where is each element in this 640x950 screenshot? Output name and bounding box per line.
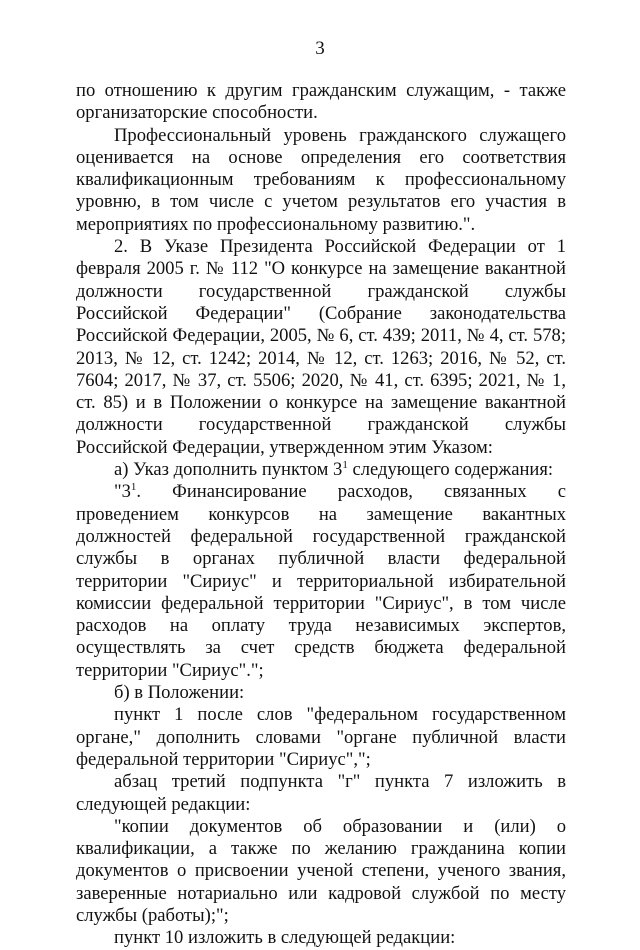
superscript: 1 <box>130 481 137 494</box>
paragraph-2: Профессиональный уровень гражданского служащего оценивается на основе определения его соответствия квалификационным требованиям к профессиональному уровню, в том числе с учетом результатов его участия в мероприятиях по профессиональному развитию.". <box>76 124 566 235</box>
paragraph-6: б) в Положении: <box>114 682 245 704</box>
page-number: 3 <box>315 38 325 59</box>
paragraph-4-text-after: следующего содержания: <box>347 459 554 481</box>
paragraph-3: 2. В Указе Президента Российской Федерации от 1 февраля 2005 г. № 112 "О конкурсе на замещение вакантной должности государственной гражданской службы Российской Федерации" (Собрание законодательства Российской Федерации, 2005, № 6, ст. 439; 2011, № 4, ст. 578; 2013, № 12, ст. 1242; 2014, № 12, ст. 1263; 2016, № 52, ст. 7604; 2017, № 37, ст. 5506; 2020, № 41, ст. 6395; 2021, № 1, ст. 85) и в Положении о конкурсе на замещение вакантной должности государственной гражданской службы Российской Федерации, утвержденном этим Указом: <box>76 236 566 458</box>
paragraph-9: "копии документов об образовании и (или) о квалификации, а также по желанию гражданина копии документов о присвоении ученой степени, ученого звания, заверенные нотариально или кадровой службой по месту службы (работы);"; <box>76 815 566 926</box>
paragraph-8: абзац третий подпункта "г" пункта 7 изложить в следующей редакции: <box>76 771 566 815</box>
paragraph-5-text-before: "3 <box>114 481 131 503</box>
superscript: 1 <box>342 458 348 471</box>
paragraph-10: пункт 10 изложить в следующей редакции: <box>114 927 456 949</box>
paragraph-4-text-before: а) Указ дополнить пунктом 3 <box>114 459 343 481</box>
paragraph-7: пункт 1 после слов "федеральном государственном органе," дополнить словами "органе публичной власти федеральной территории "Сириус","; <box>76 704 566 770</box>
paragraph-1: по отношению к другим гражданским служащим, - также организаторские способности. <box>76 80 566 124</box>
paragraph-5-text-after: . Финансирование расходов, связанных с проведением конкурсов на замещение вакантных должностей федеральной государственной гражданской службы в органах публичной власти федеральной территории "Сириус" и территориальной избирательной комиссии федеральной территории "Сириус", в том числе расходов на оплату труда независимых экспертов, осуществлять за счет средств бюджета федеральной территории "Сириус"."; <box>76 481 566 681</box>
paragraph-4 <box>76 459 566 481</box>
paragraph-5 <box>76 481 566 682</box>
document-body <box>76 80 566 950</box>
